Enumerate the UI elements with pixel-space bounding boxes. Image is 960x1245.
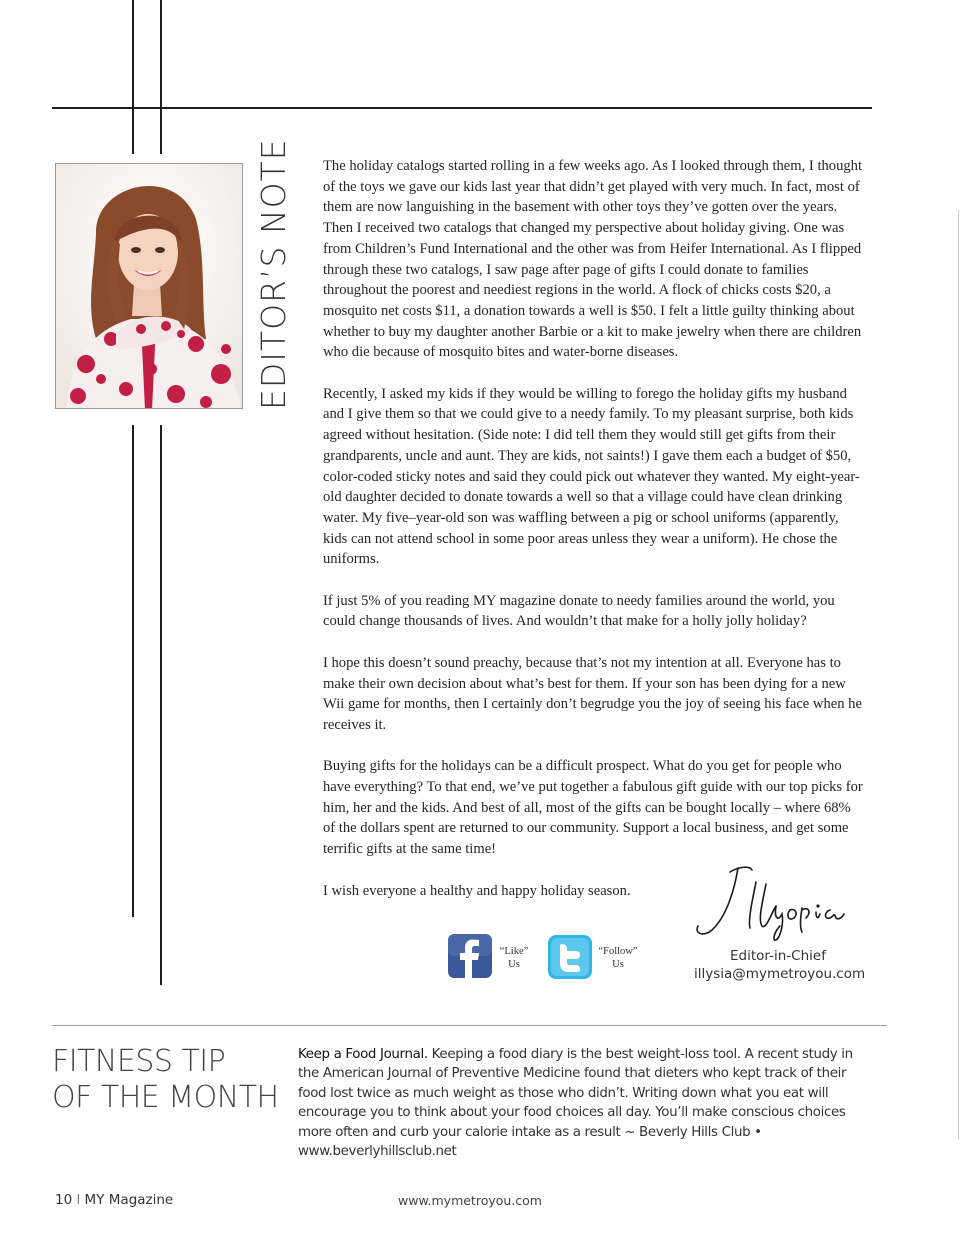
folio-separator: l [76,1192,81,1208]
fitness-tip-lead: Keep a Food Journal. [298,1047,428,1062]
vertical-rule-left-top [132,0,134,154]
letter-paragraph: I hope this doesn’t sound preachy, because that’s not my intention at all. Everyone has to make their own decision about what’s best for them. If your son has been dying for a new Wii game for months, then I certainly don’t begrudge you the joy of seeing his face when he receives it. [323,654,862,733]
signature-image [690,862,850,947]
facebook-icon[interactable] [448,934,492,978]
vertical-rule-right-bottom [160,425,162,985]
magazine-name: MY Magazine [84,1192,174,1208]
right-edge-rule [958,210,959,1140]
letter-paragraph: The holiday catalogs started rolling in a few weeks ago. As I looked through them, I thought of the toys we gave our kids last year that didn’t get played with very much. In fact, most of them are now languishing in the basement with other toys they’ve gotten over the years. Then I received two catalogs that changed my perspective about holiday giving. One was from Children’s Fund International and the other was from Heifer International. As I flipped through these two catalogs, I saw page after page of gifts I could donate to families throughout the poorest and neediest regions in the world. A flock of chicks costs $20, a mosquito net costs $11, a donation towards a well is $50. I felt a little guilty thinking about whether to buy my daughter another Barbie or a kit to make jewelry when there are children who die because of mosquito bites and water-borne diseases. [323,158,863,361]
editor-email-link[interactable]: illysia@mymetroyou.com [694,966,866,982]
editor-letter [323,156,863,922]
twitter-caption-line2: Us [612,959,624,970]
editor-portrait [55,163,243,409]
page-number: 10 [55,1192,73,1208]
letter-paragraph: If just 5% of you reading MY magazine donate to needy families around the world, you could change thousands of lives. And wouldn’t that make for a holly jolly holiday? [323,592,835,630]
twitter-icon[interactable] [548,935,592,979]
fitness-tip-subheading: OF THE MONTH [52,1080,279,1115]
letter-paragraph: Buying gifts for the holidays can be a difficult prospect. What do you get for people who have everything? To that end, we’ve put together a fabulous gift guide with our top picks for him, her and the kids. And best of all, most of the gifts can be bought locally – where 68% of the dollars spent are returned to our community. Support a local business, and get some terrific gifts at the same time! [323,758,863,858]
fitness-divider [52,1025,887,1026]
twitter-follow-caption [594,945,642,971]
letter-paragraph: Recently, I asked my kids if they would be willing to forego the holiday gifts my husband and I give them so that we could give to a needy family. To my pleasant surprise, both kids agreed without hesitation. (Side note: I did tell them they would still get gifts from their grandparents, uncle and aunt. They are kids, not saints!) I gave them each a budget of $50, color-coded sticky notes and said they could pick out whatever they wanted. My eight-year-old daughter decided to donate towards a well so that a village could have clean drinking water. My five–year-old son was waffling between a pig or school uniforms (apparently, kids can not attend school in some poor areas unless they wear a uniform). He chose the uniforms. [323,385,860,568]
top-horizontal-rule [52,107,872,109]
letter-closing: I wish everyone a healthy and happy holiday season. [323,882,631,899]
signature-title: Editor-in-Chief [730,948,826,964]
facebook-caption-line2: Us [508,959,520,970]
fitness-tip-body [298,1045,873,1161]
fitness-tip-text: Keeping a food diary is the best weight-loss tool. A recent study in the American Journal of Preventive Medicine found that dieters who kept track of their food lost twice as much weight as those who didn’t. Writing down what you eat will encourage you to think about your food choices all day. You’ll make conscious choices more often and curb your calorie intake as a result ~ Beverly Hills Club • www.beverlyhillsclub.net [298,1047,853,1160]
vertical-rule-right-top [160,0,162,154]
fitness-tip-heading: FITNESS TIP [52,1044,226,1079]
vertical-rule-left-bottom [132,425,134,917]
facebook-like-caption [494,945,534,971]
facebook-caption-line1: “Like” [499,946,529,957]
twitter-caption-line1: “Follow” [598,946,638,957]
page-footer-folio [55,1192,173,1208]
section-title-editors-note: EDITOR’S NOTE [254,138,293,410]
footer-website-link[interactable]: www.mymetroyou.com [398,1193,542,1208]
